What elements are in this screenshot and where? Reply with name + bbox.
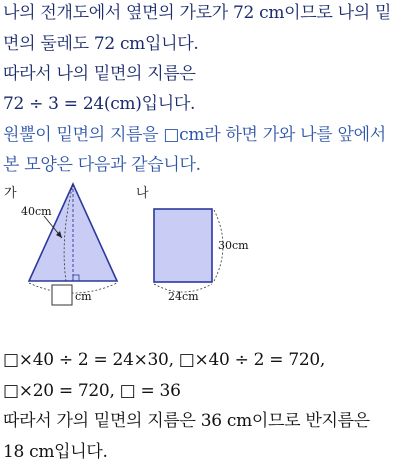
cone-base-unit: cm xyxy=(75,290,92,303)
solution-line-4: 72 ÷ 3 = 24(cm)입니다. xyxy=(3,94,196,114)
cylinder-rectangle xyxy=(154,209,212,282)
solution-line-5: 원뿔이 밑면의 지름을 □cm라 하면 가와 나를 앞에서 xyxy=(3,125,386,145)
cone-front-view xyxy=(21,184,117,305)
front-view-figure xyxy=(0,178,400,318)
cylinder-front-view xyxy=(154,209,249,303)
conclusion-line-2: 18 cm입니다. xyxy=(3,442,108,462)
equation-line-2: □×20 = 720, □ = 36 xyxy=(3,381,181,401)
cone-slant-label: 40cm xyxy=(21,205,52,218)
cylinder-width-label: 24cm xyxy=(168,290,199,303)
conclusion-line-1: 따라서 가의 밑면의 지름은 36 cm이므로 반지름은 xyxy=(3,411,370,431)
figure-label-ga: 가 xyxy=(4,186,17,201)
diameter-answer-box xyxy=(52,285,72,305)
solution-line-3: 따라서 나의 밑면의 지름은 xyxy=(3,64,196,84)
solution-line-1: 나의 전개도에서 옆면의 가로가 72 cm이므로 나의 밑 xyxy=(3,3,392,23)
figure-label-na: 나 xyxy=(136,186,149,201)
solution-line-6: 본 모양은 다음과 같습니다. xyxy=(3,155,201,175)
solution-line-2: 면의 둘레도 72 cm입니다. xyxy=(3,34,199,54)
cone-base-arc xyxy=(29,283,117,293)
equation-line-1: □×40 ÷ 2 = 24×30, □×40 ÷ 2 = 720, xyxy=(3,350,325,370)
cylinder-height-label: 30cm xyxy=(218,239,249,252)
